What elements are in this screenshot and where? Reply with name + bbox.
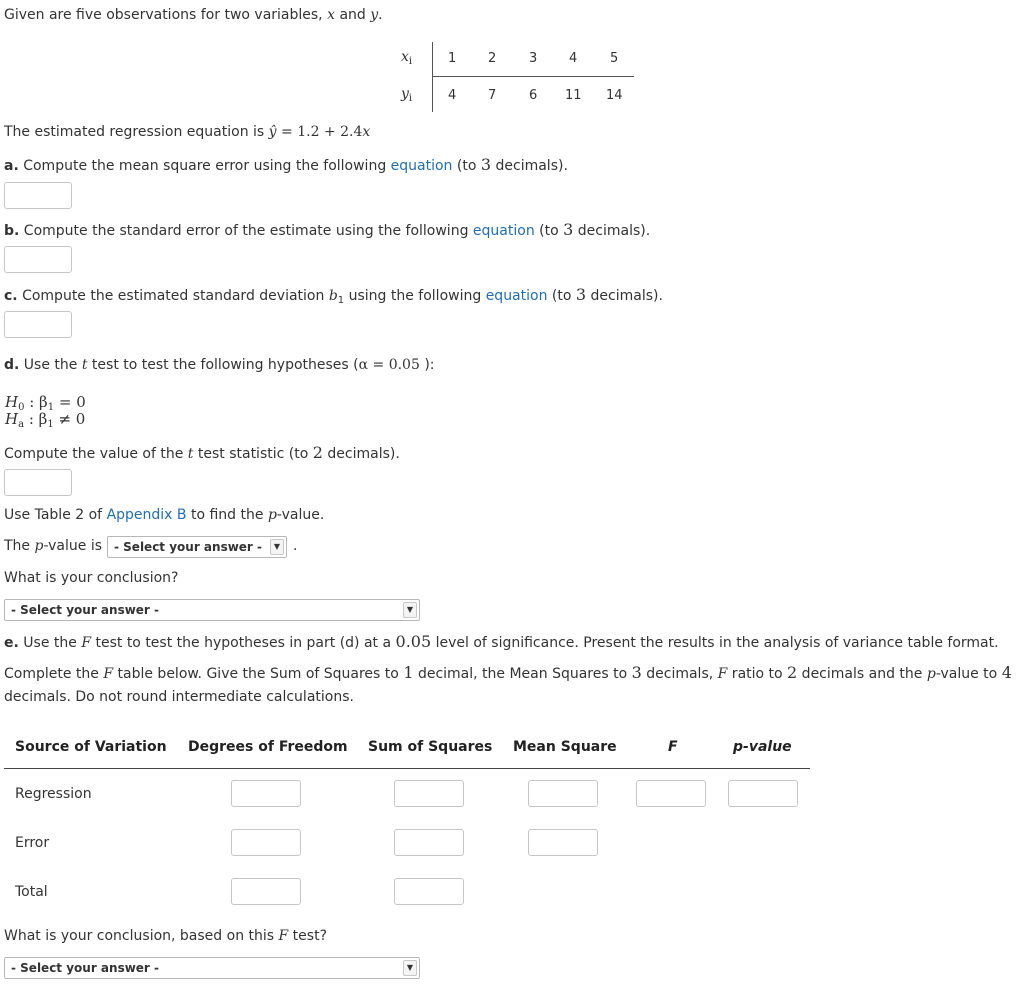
error-df-input[interactable]	[231, 829, 301, 856]
f-test-conclusion-select[interactable]: - Select your answer - ▼	[4, 957, 420, 979]
alternative-hypothesis: $H_a$ : $\beta_1 \ne 0$	[5, 410, 86, 430]
anova-header-rule	[4, 768, 810, 769]
standard-error-input[interactable]	[4, 246, 72, 273]
y-value: 6	[529, 88, 538, 103]
x-value: 4	[569, 51, 578, 66]
dropdown-arrow-icon[interactable]: ▼	[403, 960, 417, 976]
intro-text: Given are five observations for two variables, x and y.	[4, 7, 383, 23]
dropdown-arrow-icon[interactable]: ▼	[270, 539, 284, 555]
x-value: 1	[448, 51, 457, 66]
y-value: 14	[606, 88, 623, 103]
total-ss-input[interactable]	[394, 878, 464, 905]
dropdown-arrow-icon[interactable]: ▼	[403, 602, 417, 618]
part-d-question: d. Use the t test to test the following hypotheses (α = 0.05 ):	[4, 357, 435, 373]
t-statistic-input[interactable]	[4, 469, 72, 496]
header-p-value: p-value	[733, 739, 792, 755]
t-statistic-prompt: Compute the value of the t test statistic (to 2 decimals).	[4, 443, 400, 462]
x-row-label: $x_i$	[401, 49, 413, 67]
regression-ms-input[interactable]	[528, 780, 598, 807]
null-hypothesis: $H_0$ : $\beta_1 = 0$	[5, 393, 86, 413]
error-ss-input[interactable]	[394, 829, 464, 856]
regression-equation: The estimated regression equation is ŷ = 1.2 + 2.4x	[4, 124, 371, 140]
x-value: 5	[610, 51, 619, 66]
appendix-instruction: Use Table 2 of Appendix B to find the p-value.	[4, 507, 325, 523]
header-ms: Mean Square	[513, 739, 617, 755]
regression-ss-input[interactable]	[394, 780, 464, 807]
part-e-question: e. Use the F test to test the hypotheses in part (d) at a 0.05 level of significance. Present the results in the analysis of variance table format.	[4, 632, 999, 651]
x-value: 2	[488, 51, 497, 66]
total-df-input[interactable]	[231, 878, 301, 905]
y-value: 11	[565, 88, 582, 103]
header-source: Source of Variation	[15, 739, 167, 755]
part-a-question: a. Compute the mean square error using the following equation (to 3 decimals).	[4, 155, 568, 174]
row-label-error: Error	[15, 835, 50, 851]
regression-df-input[interactable]	[231, 780, 301, 807]
header-df: Degrees of Freedom	[188, 739, 348, 755]
part-b-question: b. Compute the standard error of the estimate using the following equation (to 3 decimals).	[4, 220, 651, 239]
conclusion-select[interactable]: - Select your answer - ▼	[4, 599, 420, 621]
equation-link[interactable]: equation	[472, 223, 535, 239]
mse-input[interactable]	[4, 182, 72, 209]
header-f: F	[668, 739, 678, 755]
p-value-select[interactable]: - Select your answer - ▼	[107, 536, 287, 558]
f-test-conclusion-question: What is your conclusion, based on this F test?	[4, 928, 328, 944]
error-ms-input[interactable]	[528, 829, 598, 856]
obs-table-vertical-divider	[432, 42, 433, 112]
header-ss: Sum of Squares	[368, 739, 493, 755]
sentence-period: .	[293, 538, 298, 554]
y-value: 7	[488, 88, 497, 103]
equation-link[interactable]: equation	[390, 158, 453, 174]
p-value-input[interactable]	[728, 780, 798, 807]
y-value: 4	[448, 88, 457, 103]
obs-table-horizontal-divider	[432, 76, 634, 77]
equation-link[interactable]: equation	[485, 288, 548, 304]
p-value-label: The p-value is	[4, 538, 103, 554]
row-label-regression: Regression	[15, 786, 92, 802]
f-table-instructions-continued: decimals. Do not round intermediate calculations.	[4, 689, 354, 705]
std-dev-b1-input[interactable]	[4, 311, 72, 338]
part-c-question: c. Compute the estimated standard deviation $b_1$ using the following equation (to 3 decimals).	[4, 285, 663, 306]
row-label-total: Total	[15, 884, 48, 900]
f-table-instructions: Complete the F table below. Give the Sum of Squares to 1 decimal, the Mean Squares to 3 decimals, F ratio to 2 decimals and the p-value to 4	[4, 663, 1012, 682]
f-ratio-input[interactable]	[636, 780, 706, 807]
conclusion-question: What is your conclusion?	[4, 570, 179, 586]
x-value: 3	[529, 51, 538, 66]
appendix-b-link[interactable]: Appendix B	[106, 507, 187, 523]
y-row-label: $y_i$	[401, 86, 413, 104]
